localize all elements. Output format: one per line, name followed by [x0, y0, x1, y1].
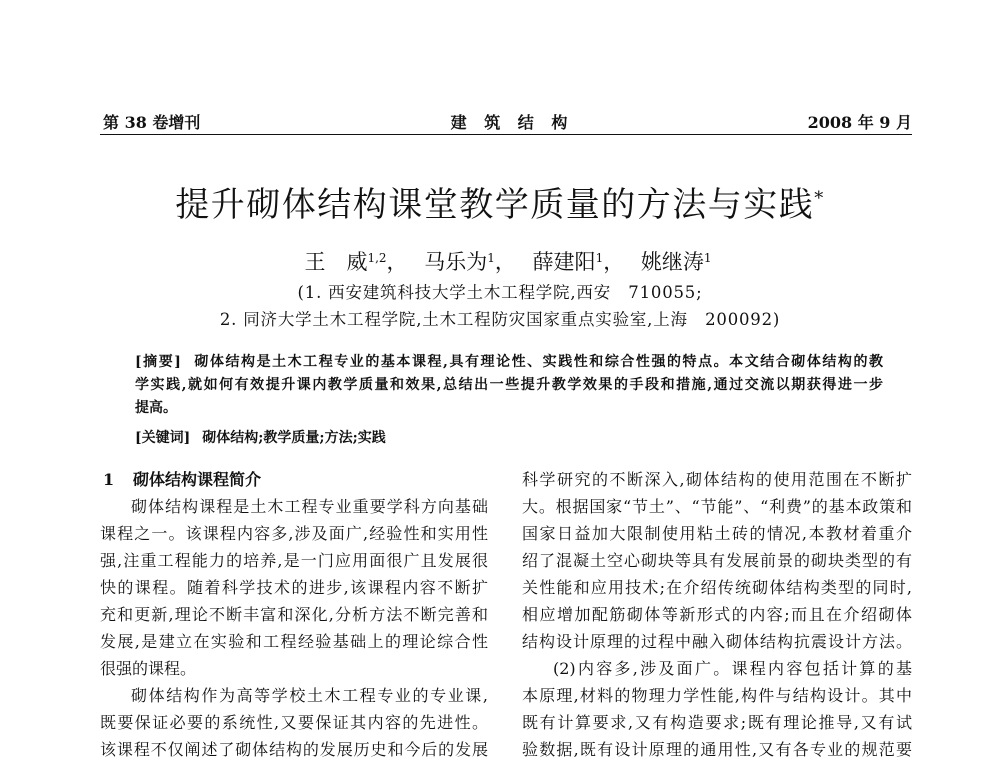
abstract-line [135, 351, 883, 374]
paper-title-text: 提升砌体结构课堂教学质量的方法与实践 [175, 185, 815, 225]
author [533, 246, 625, 278]
author-affiliation-mark: 1 [595, 251, 604, 265]
keywords-line [135, 427, 883, 450]
author-name: 姚继涛 [640, 250, 704, 274]
author-separator: ， [603, 250, 625, 274]
author-affiliation-mark: 1 [487, 251, 495, 265]
body-line: (2)内容多,涉及面广。课程内容包括计算的基 [553, 659, 912, 678]
abstract-label: [摘要] [135, 354, 181, 370]
journal-volume: 第 38 卷增刊 [103, 113, 201, 132]
body-line: 很强的课程。 [100, 659, 197, 678]
running-header [100, 112, 912, 135]
body-line: 既有计算要求,又有构造要求;既有理论推导,又有试 [522, 713, 912, 732]
issue-date: 2008 年 9 月 [807, 113, 912, 132]
author-affiliation-mark: 1,2 [367, 251, 387, 265]
body-line: 砌体结构作为高等学校土木工程专业的专业课, [131, 686, 488, 705]
body-line: 验数据,既有设计原理的通用性,又有各专业的规范要 [522, 740, 912, 759]
body-line: 该课程不仅阐述了砌体结构的发展历史和今后的发展 [100, 740, 488, 759]
abstract-line: 学实践,就如何有效提升课内教学质量和效果,总结出一些提升教学效果的手段和措施,通过交流以期获得进一步 [135, 377, 883, 393]
title-footnote-mark: * [814, 188, 825, 209]
body-line: 科学研究的不断深入,砌体结构的使用范围在不断扩 [522, 470, 912, 489]
author-separator: ， [494, 250, 516, 274]
abstract [135, 351, 883, 450]
body-column-left [100, 470, 488, 767]
author-name: 王 威 [304, 250, 368, 274]
section-title: 砌体结构课程简介 [133, 470, 262, 489]
body-line: 大。根据国家“节土”、“节能”、“利费”的基本政策和 [522, 497, 912, 516]
author [641, 246, 712, 278]
author [304, 246, 407, 278]
body-line: 相应增加配筋砌体等新形式的内容;而且在介绍砌体 [522, 605, 912, 624]
author-list [0, 246, 1000, 278]
journal-name: 建 筑 结 构 [450, 113, 574, 132]
body-line: 砌体结构课程是土木工程专业重要学科方向基础 [131, 497, 488, 516]
author-separator: ， [386, 250, 408, 274]
body-line: 课程之一。该课程内容多,涉及面广,经验性和实用性 [100, 524, 488, 543]
affiliation-line: (1. 西安建筑科技大学土木工程学院,西安 710055; [297, 283, 703, 302]
body-line: 本原理,材料的物理力学性能,构件与结构设计。其中 [522, 686, 912, 705]
body-line: 快的课程。随着科学技术的进步,该课程内容不断扩 [100, 578, 488, 597]
section-number: 1 [103, 470, 115, 489]
body-line: 绍了混凝土空心砌块等具有发展前景的砌块类型的有 [522, 551, 912, 570]
keywords-text: 砌体结构;教学质量;方法;实践 [202, 430, 386, 446]
author-affiliation-mark: 1 [703, 251, 712, 265]
body-line: 强,注重工程能力的培养,是一门应用面很广且发展很 [100, 551, 488, 570]
keywords-label: [关键词] [135, 430, 191, 446]
body-line: 既要保证必要的系统性,又要保证其内容的先进性。 [100, 713, 488, 732]
body-line: 结构设计原理的过程中融入砌体结构抗震设计方法。 [522, 632, 912, 651]
body-line: 关性能和应用技术;在介绍传统砌体结构类型的同时, [522, 578, 912, 597]
abstract-line: 提高。 [135, 400, 177, 416]
affiliation-line: 2. 同济大学土木工程学院,土木工程防灾国家重点实验室,上海 200092) [219, 310, 781, 329]
section-heading [100, 470, 488, 490]
body-line: 国家日益加大限制使用粘土砖的情况,本教材着重介 [522, 524, 912, 543]
body-line: 发展,是建立在实验和工程经验基础上的理论综合性 [100, 632, 488, 651]
author-name: 马乐为 [424, 250, 488, 274]
body-column-right [522, 470, 912, 767]
author-name: 薛建阳 [532, 250, 596, 274]
author [424, 246, 516, 278]
body-line: 充和更新,理论不断丰富和深化,分析方法不断完善和 [100, 605, 488, 624]
paper-title [0, 184, 1000, 226]
abstract-text: 砌体结构是土木工程专业的基本课程,具有理论性、实践性和综合性强的特点。本文结合砌体结构的教 [192, 354, 883, 370]
